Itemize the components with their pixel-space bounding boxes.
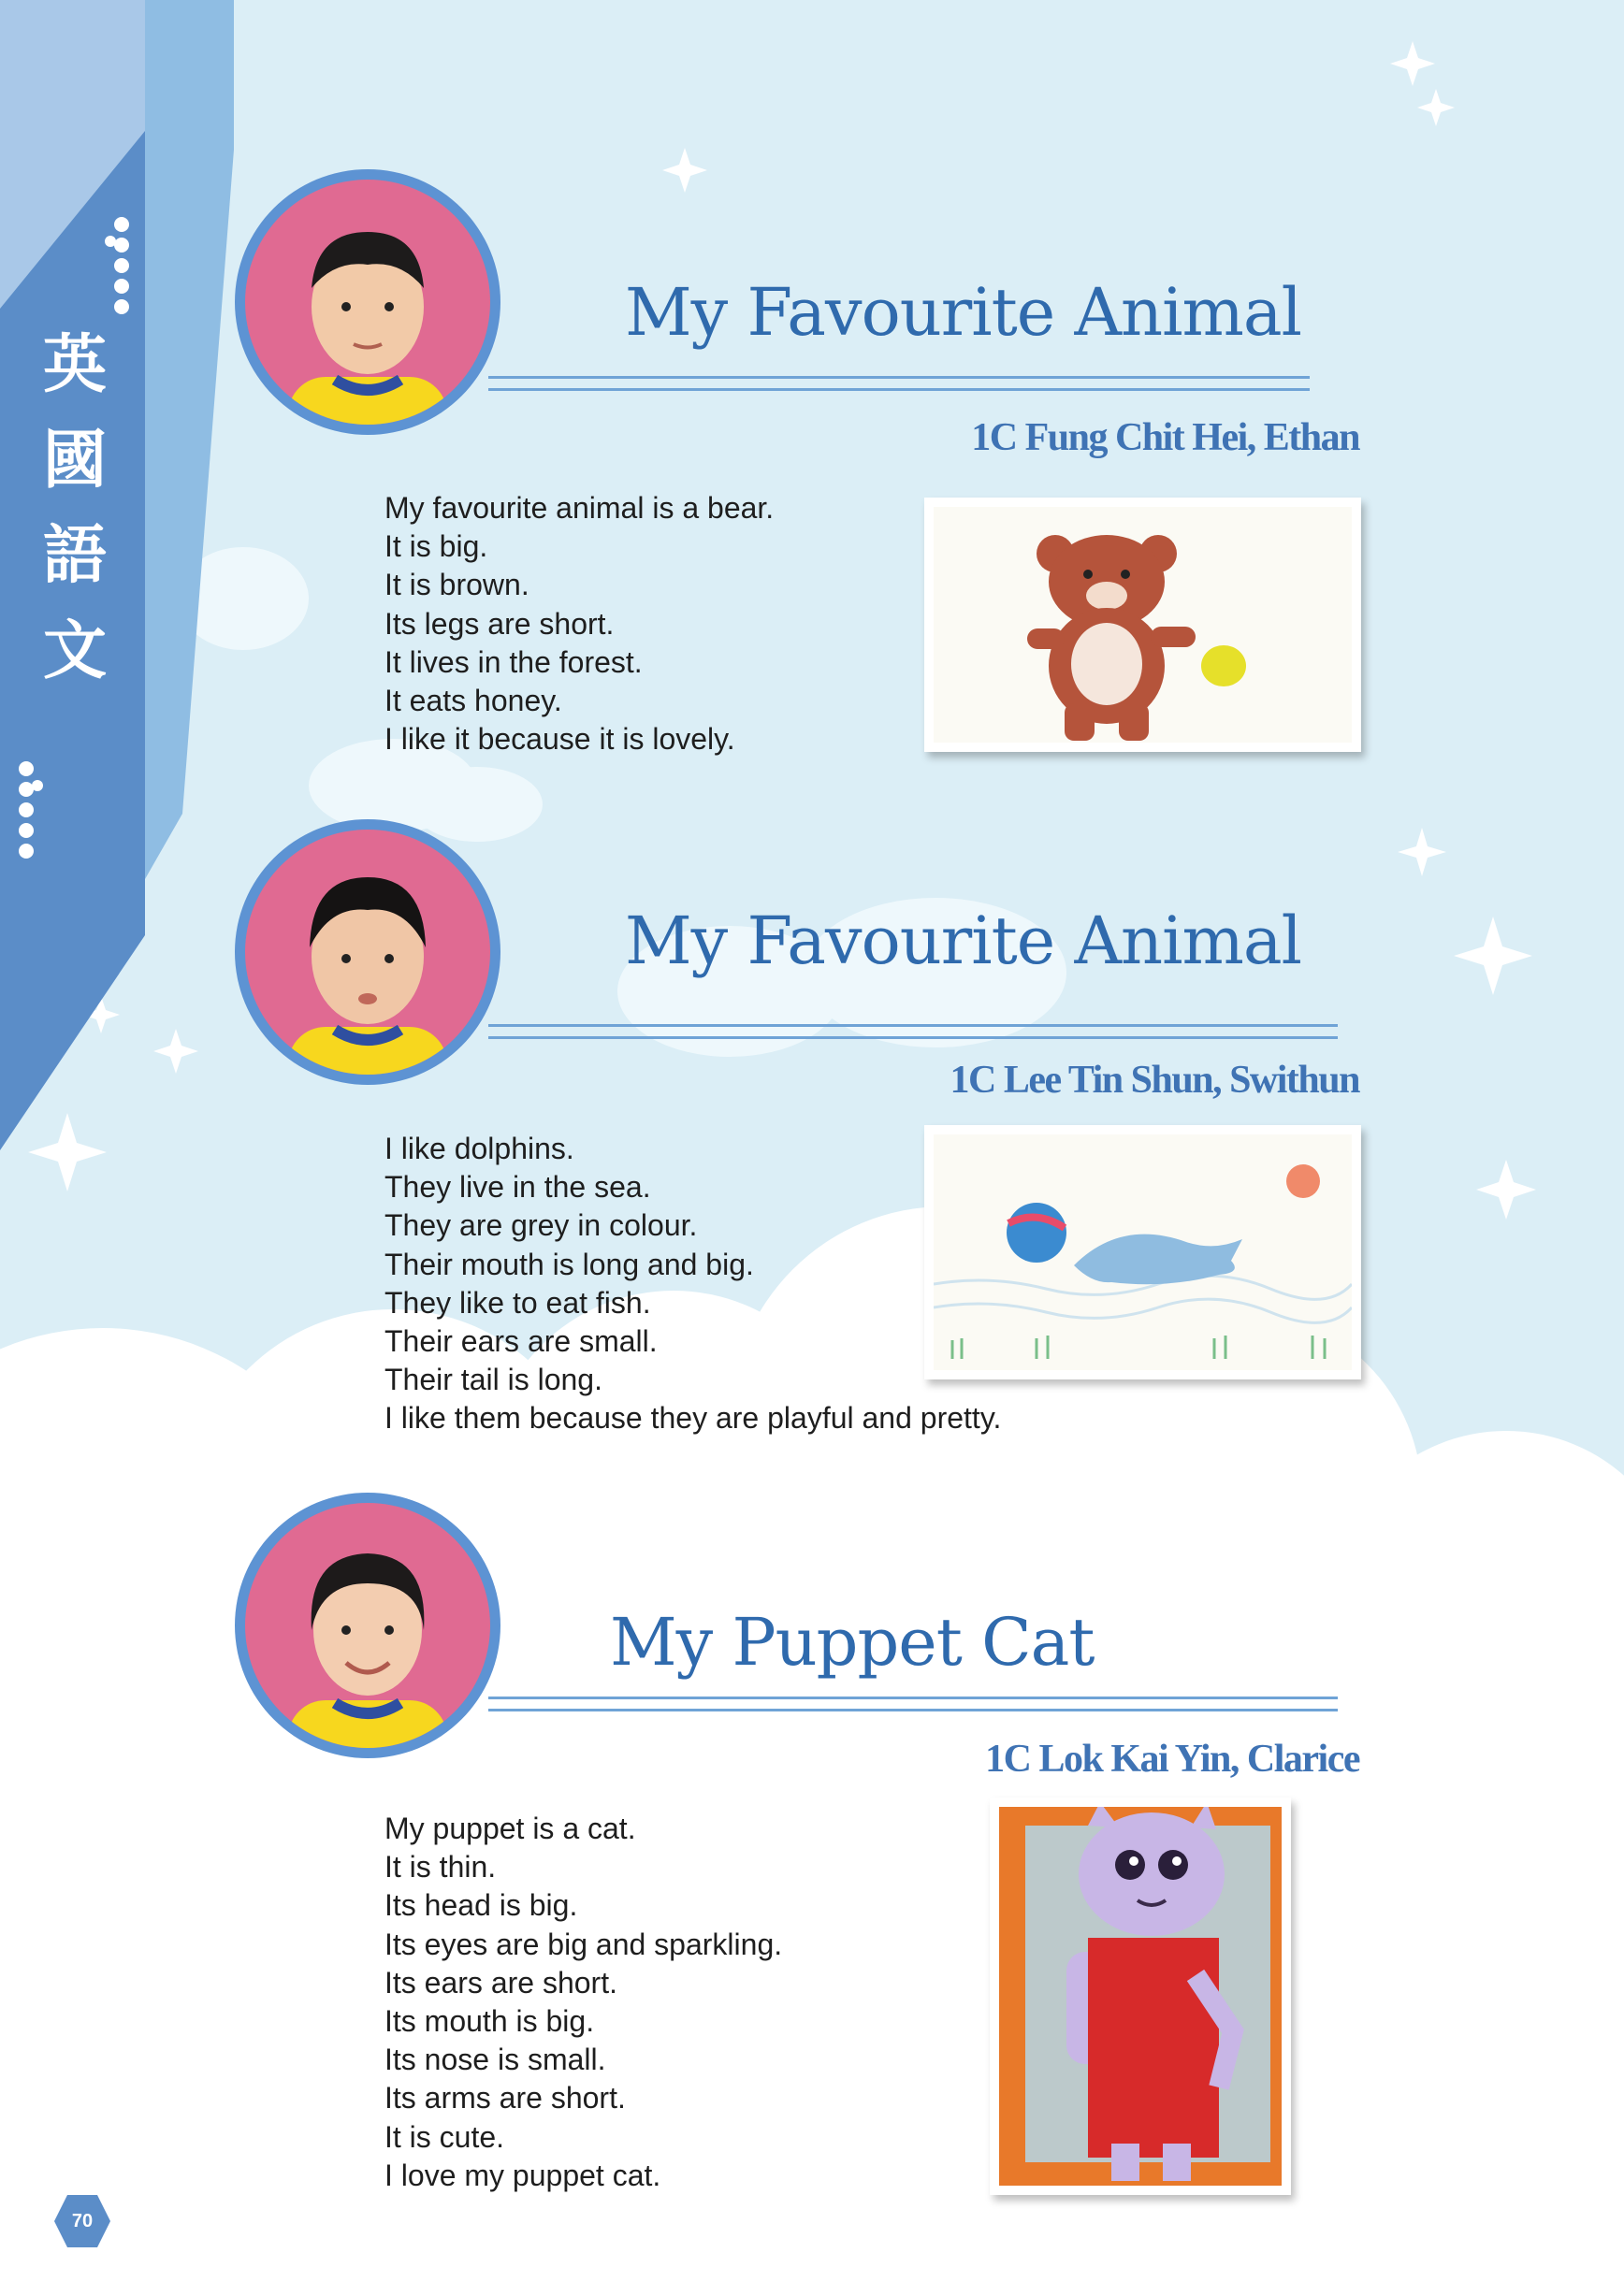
essay-title: My Favourite Animal: [625, 903, 1301, 979]
honey-pot-icon: [1201, 645, 1246, 686]
title-underline: [488, 1024, 1338, 1039]
essay-line: Its ears are short.: [384, 1965, 617, 2000]
essay-title: My Puppet Cat: [610, 1604, 1095, 1681]
student-photo: [232, 816, 503, 1088]
student-photo: [232, 1490, 503, 1761]
essay-line: Its head is big.: [384, 1888, 578, 1923]
essay-line: It lives in the forest.: [384, 644, 643, 679]
essay-line: They like to eat fish.: [384, 1285, 651, 1320]
essay-title: My Favourite Animal: [625, 274, 1301, 351]
section-label: [37, 318, 112, 700]
essay-line: It is big.: [384, 529, 488, 564]
section-label-char: 國: [42, 424, 107, 498]
essay-line: They are grey in colour.: [384, 1208, 698, 1243]
sidebar-ribbon: [0, 0, 234, 1150]
title-underline: [488, 1697, 1338, 1711]
ball-icon: [1007, 1203, 1066, 1263]
section-label-char: 語: [42, 519, 107, 593]
essay-line: My favourite animal is a bear.: [384, 491, 775, 525]
essay-line: I like them because they are playful and pretty.: [384, 1401, 1002, 1436]
essay-line: They live in the sea.: [384, 1170, 651, 1205]
essay-line: Their mouth is long and big.: [384, 1247, 754, 1281]
section-label-char: 文: [42, 614, 107, 688]
author-name: 1C Lee Tin Shun, Swithun: [950, 1059, 1359, 1102]
student-photo: [232, 166, 503, 438]
essay-line: Its eyes are big and sparkling.: [384, 1927, 783, 1961]
essay-line: Their tail is long.: [384, 1363, 602, 1397]
author-name: 1C Lok Kai Yin, Clarice: [985, 1738, 1359, 1781]
essay-text: [384, 1130, 1001, 1438]
title-underline: [488, 376, 1310, 391]
cat-puppet-icon: [1066, 1807, 1233, 2181]
essay-line: It is cute.: [384, 2119, 505, 2154]
essay-line: Their ears are small.: [384, 1324, 658, 1359]
essay-line: It eats honey.: [384, 684, 562, 718]
essay-line: It is thin.: [384, 1850, 497, 1884]
essay-text: [384, 1810, 782, 2195]
essay-line: My puppet is a cat.: [384, 1812, 636, 1845]
sun-icon: [1286, 1164, 1320, 1198]
essay-line: I love my puppet cat.: [384, 2158, 661, 2192]
essay-line: I like it because it is lovely.: [384, 722, 735, 757]
photo-puppet-cat: [990, 1798, 1291, 2195]
author-name: 1C Fung Chit Hei, Ethan: [971, 416, 1359, 459]
page-number: [52, 2191, 112, 2251]
essay-line: Its nose is small.: [384, 2043, 606, 2077]
page-number-text: 70: [71, 2211, 94, 2231]
essay-line: Its legs are short.: [384, 606, 615, 641]
drawing-bear: [924, 498, 1361, 752]
essay-line: Its arms are short.: [384, 2081, 626, 2115]
drawing-dolphin: [924, 1125, 1361, 1379]
essay-line: I like dolphins.: [384, 1132, 574, 1165]
essay-line: Its mouth is big.: [384, 2004, 595, 2039]
section-label-char: 英: [42, 328, 107, 402]
essay-line: It is brown.: [384, 568, 529, 602]
essay-text: [384, 489, 774, 758]
